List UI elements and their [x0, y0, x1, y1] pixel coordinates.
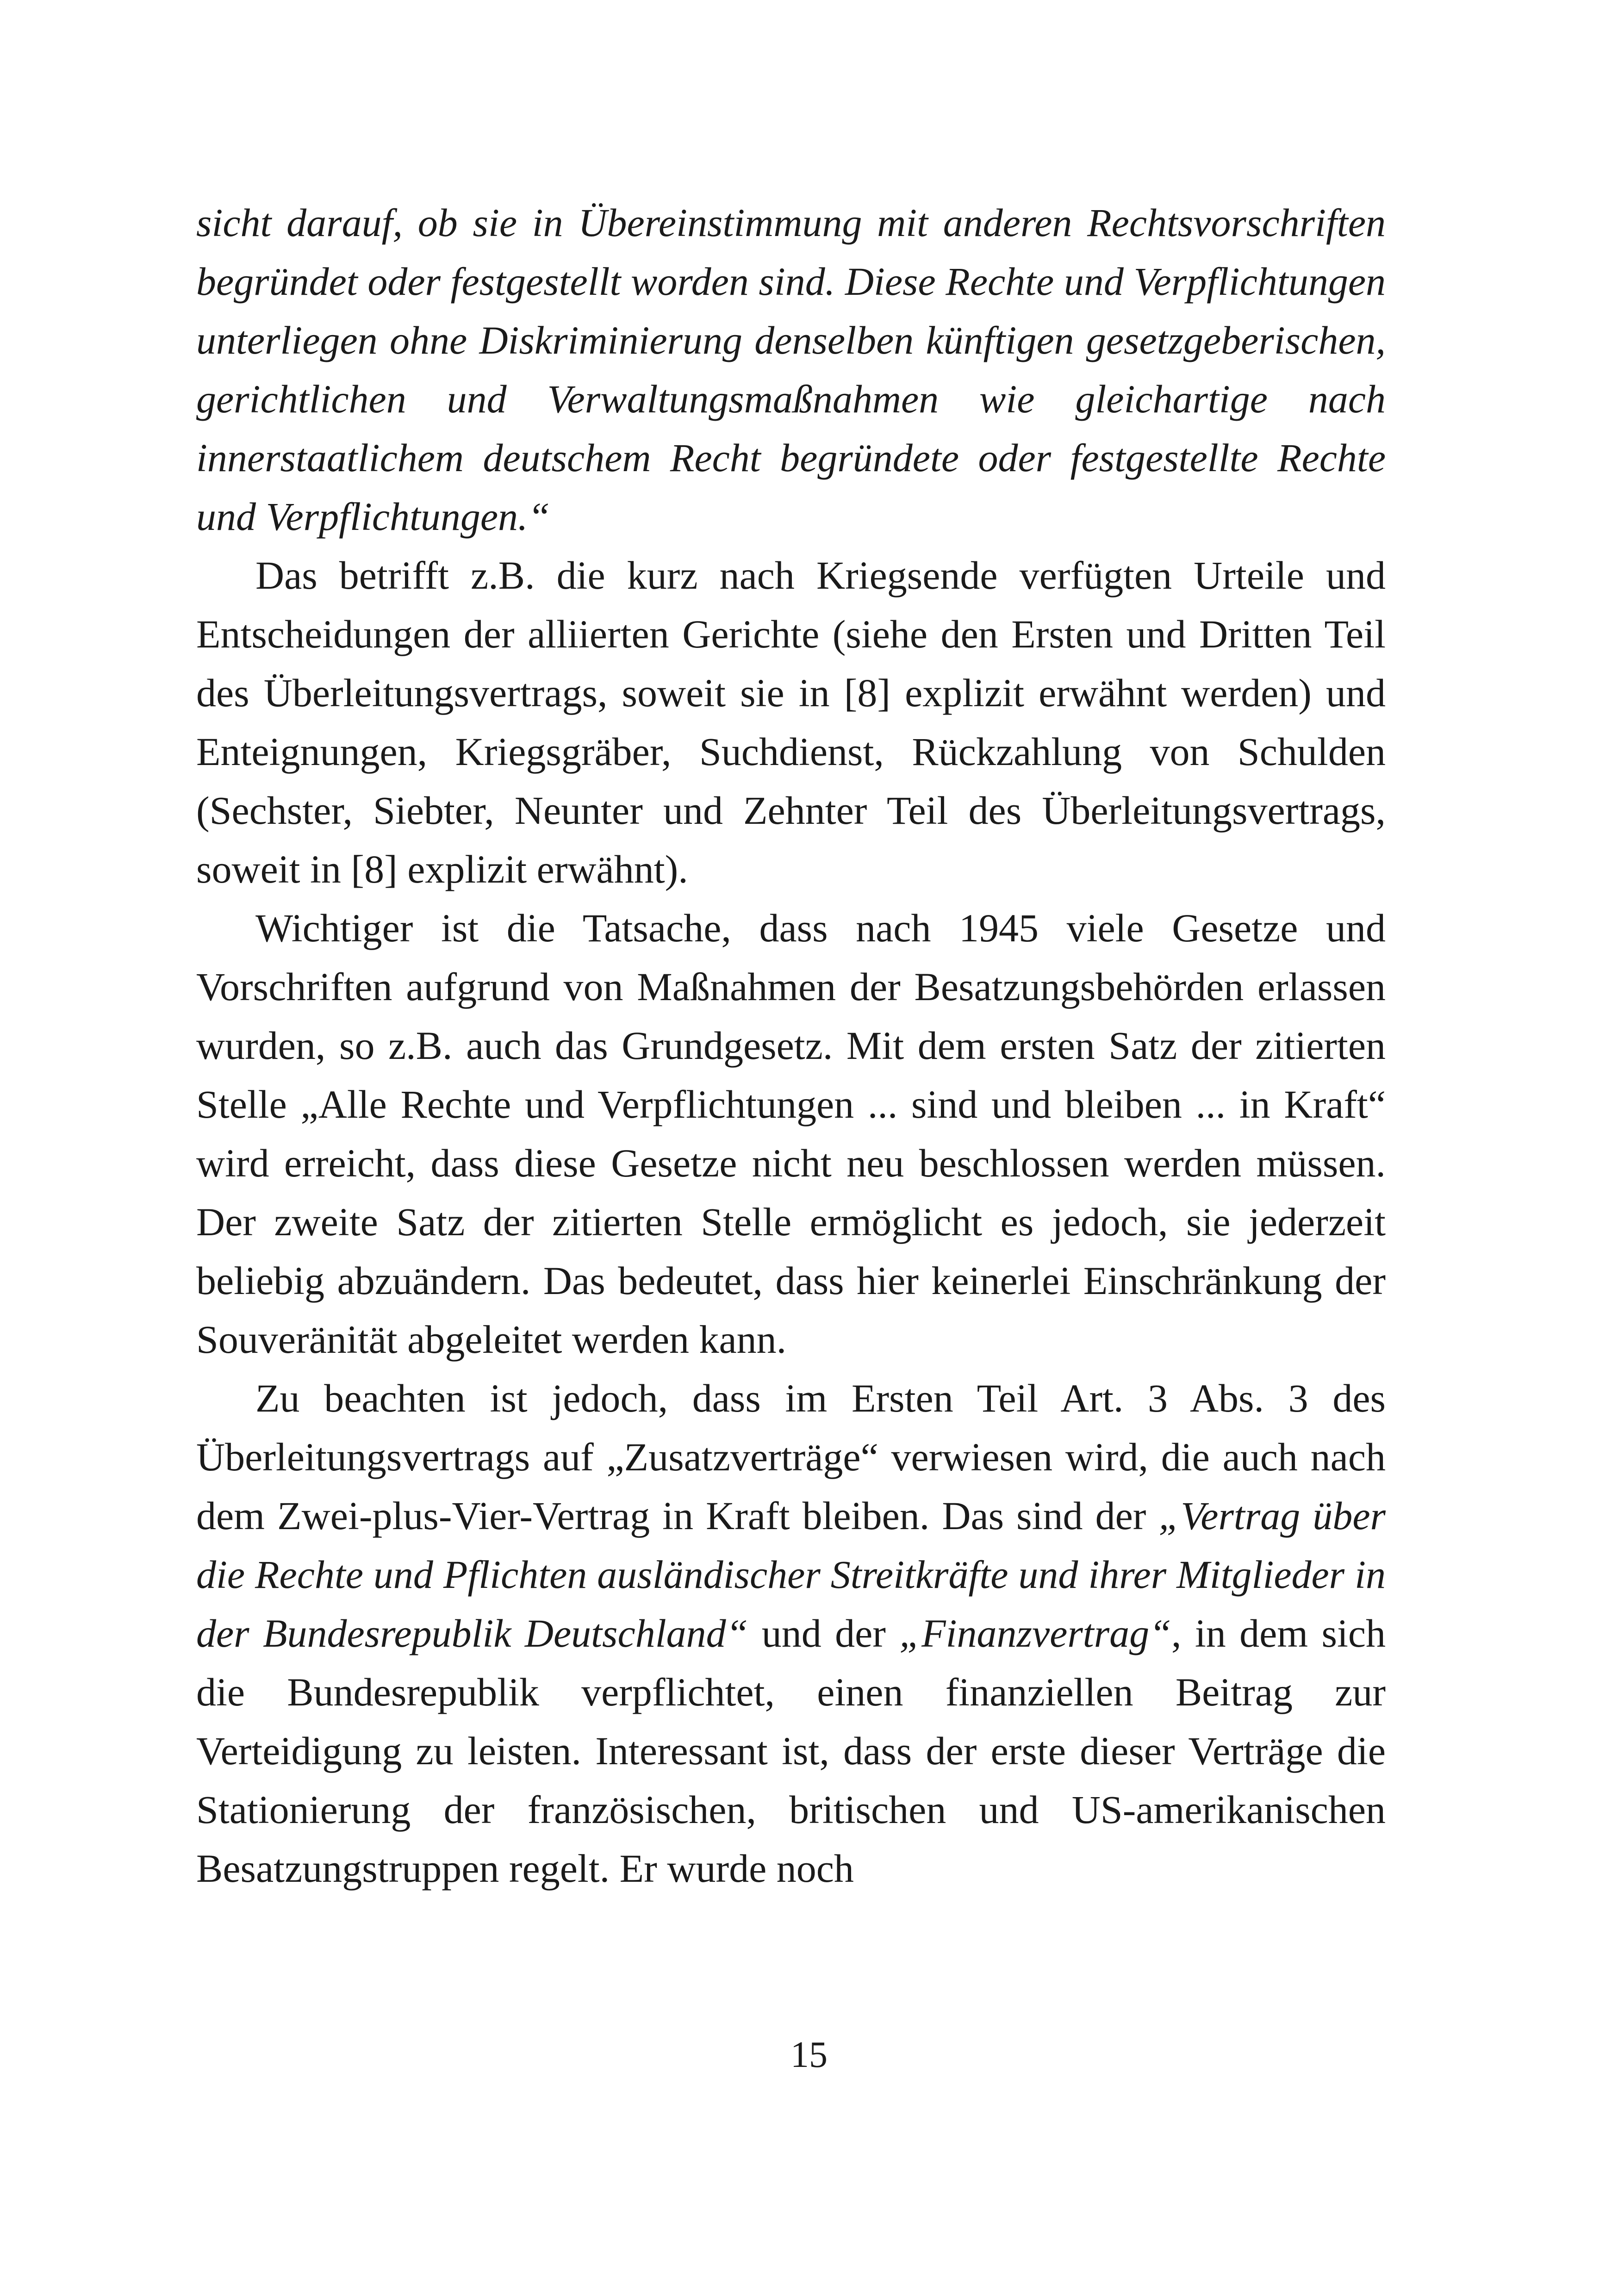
paragraph-1: Das betrifft z.B. die kurz nach Kriegsende verfügten Urteile und Entscheidungen der alliierten Gerichte (siehe den Ersten und Dritten Teil des Überleitungsvertrags, soweit sie in [8] explizit erwähnt werden) und Enteignungen, Kriegsgräber, Suchdienst, Rückzahlung von Schulden (Sechster, Siebter, Neunter und Zehnter Teil des Überleitungsvertrags, soweit in [8] explizit erwähnt).: [196, 553, 1386, 891]
quote-continuation: sicht darauf, ob sie in Übereinstimmung mit anderen Rechtsvorschriften begründet oder festgestellt worden sind. Diese Rechte und Verpflichtungen unterliegen ohne Diskriminierung denselben künftigen gesetzgeberischen, gerichtlichen und Verwaltungsmaßnahmen wie gleichartige nach innerstaatlichem deutschem Recht begründete oder festgestellte Rechte und Verpflichtungen.“: [196, 200, 1386, 539]
paragraph-2: Wichtiger ist die Tatsache, dass nach 1945 viele Gesetze und Vorschriften aufgrund von Maßnahmen der Besatzungsbehörden erlassen wurden, so z.B. auch das Grundgesetz. Mit dem ersten Satz der zitierten Stelle „Alle Rechte und Verpflichtungen ... sind und bleiben ... in Kraft“ wird erreicht, dass diese Gesetze nicht neu beschlossen werden müssen. Der zweite Satz der zitierten Stelle ermöglicht es jedoch, sie jederzeit beliebig abzuändern. Das bedeutet, dass hier keinerlei Einschränkung der Souveränität abgeleitet werden kann.: [196, 906, 1386, 1362]
treaty-title-forces: „Vertrag über die Rechte und Pflichten ausländischer Streitkräfte und ihrer Mitglieder in der Bundesrepublik Deutschland“: [196, 1493, 1386, 1655]
paragraph-3-part-3: , in dem sich die Bundesrepublik verpflichtet, einen finanziellen Beitrag zur Verteidigung zu leisten. Interessant ist, dass der erste dieser Verträge die Stationierung der französischen, britischen und US-amerikanischen Besatzungstruppen regelt. Er wurde noch: [196, 1611, 1386, 1891]
paragraph-3: [196, 1369, 1386, 1898]
page-number: 15: [790, 2035, 828, 2075]
paragraph-3-part-1: Zu beachten ist jedoch, dass im Ersten Teil Art. 3 Abs. 3 des Überleitungsvertrags auf „Zusatzverträge“ verwiesen wird, die auch nach dem Zwei-plus-Vier-Vertrag in Kraft bleiben. Das sind der: [196, 1376, 1386, 1538]
treaty-title-finance: „Finanzvertrag“: [899, 1611, 1171, 1655]
paragraph-3-part-2: und der: [748, 1611, 900, 1655]
body-text: [196, 193, 1386, 1898]
